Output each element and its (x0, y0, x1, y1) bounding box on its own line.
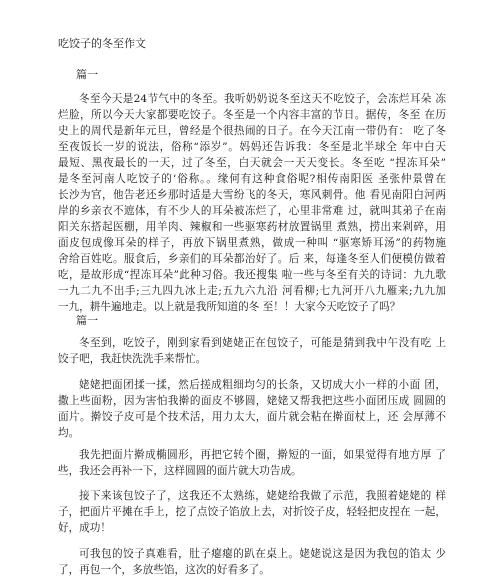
text-line: 冬至今天是24节气中的冬至。我听奶奶说冬至这天不吃饺子，会冻烂耳朵 冻 (79, 93, 446, 105)
text-line: 撒上些面粉，因为害怕我擀的面皮不够圆，姥姥又帮我把这些小面团压成 圆圆的 (58, 395, 446, 407)
text-line: 冬至到，吃饺子，刚到家看到姥姥正在包饺子，可能是猜到我中午没有吃 上 (79, 337, 446, 349)
text-line: 接下来该包饺子了，这我还不太熟练，姥姥给我做了示范，我照着姥姥的 样 (79, 490, 446, 502)
text-line: 子，把面片平摊在手上，挖了点饺子馅放上去，对折饺子皮，轻轻把皮捏在 一起， (58, 506, 446, 518)
text-line: 岸的乡亲衣不遮体，有不少人的耳朵被冻烂了，心里非常难 过，就叫其弟子在南 (58, 205, 446, 217)
text-line: 好，成功！ (58, 522, 111, 534)
text-line: 史上的周代是新年元旦，曾经是个很热闹的日子。在今天江南一带仍有： 吃了冬 (58, 125, 446, 137)
text-line: 舍给百姓吃。服食后，乡亲们的耳朵都治好了。后 来，每逢冬至人们便模仿做着 (58, 253, 446, 265)
text-line: 是冬至河南人吃饺子的‘俗称。。缘何有这种食俗呢?相传南阳医 圣张仲景曾在 (58, 173, 446, 185)
text-line: 均。 (58, 427, 80, 439)
paragraph (58, 447, 446, 479)
text-line: 饺子吧，我赶快洗洗手来帮忙。 (58, 353, 207, 365)
text-line: 长沙为官，他告老还乡那时适是大雪纷飞的冬天，寒风刺骨。他 看见南阳白河两 (58, 189, 446, 201)
paragraph (58, 377, 446, 441)
text-line: 一九二九不出手;三九四九冰上走;五九六九沿 河看柳;七九河开八九雁来;九九加 (58, 285, 446, 297)
paragraph (58, 546, 446, 578)
section-heading: 篇一 (76, 314, 98, 327)
text-line: 面皮包成像耳朵的样子，再放下锅里煮熟，做成一种叫 “驱寒矫耳汤”的药物施 (58, 237, 446, 249)
document-title: 吃饺子的冬至作文 (58, 37, 146, 50)
text-line: 至夜饭长一岁的说法，俗称“添岁”。妈妈还告诉我：冬至是北半球全 年中白天 (58, 141, 446, 153)
text-line: 一九，耕牛遍地走。以上就是我所知道的冬 至！！大家今天吃饺子了吗？ (58, 301, 401, 313)
text-line: 吃，是故形成“捏冻耳朵”此种习俗。我还搜集 啦一些与冬至有关的诗词：九九歌 (58, 269, 446, 281)
text-line: 些，我还会再补一下，这样圆圆的面片就大功告成。 (58, 465, 302, 477)
text-line: 我先把面片擀成椭圆形，再把它转个圈，擀短的一面，如果觉得有地方厚 了 (79, 449, 446, 461)
text-line: 阳关东搭起医棚，用羊肉、辣椒和一些驱寒药材放置锅里 煮熟，捞出来剁碎，用 (58, 221, 446, 233)
text-line: 姥姥把面团揉一揉，然后搓成粗细均匀的长条，又切成大小一样的小面 团， (79, 379, 446, 391)
paragraph (58, 488, 446, 536)
text-line: 烂脸，所以今天大家都要吃饺子。冬至是一个内容丰富的节日。据传，冬至 在历 (58, 109, 446, 121)
text-line: 了，再包一个，多放些馅，这次的好看多了。 (58, 564, 270, 576)
text-line: 最短、黑夜最长的一天，过了冬至，白天就会一天天变长。冬至吃 “捏冻耳朵” (58, 157, 446, 169)
paragraph (58, 91, 446, 315)
paragraph (58, 335, 446, 367)
text-line: 可我包的饺子真难看，肚子瘪瘪的趴在桌上。姥姥说这是因为我包的馅太 少 (79, 548, 446, 560)
section-heading: 篇一 (76, 68, 98, 81)
text-line: 面片。擀饺子皮可是个技术活，用力太大，面片就会粘在擀面杖上，还 会厚薄不 (58, 411, 446, 423)
